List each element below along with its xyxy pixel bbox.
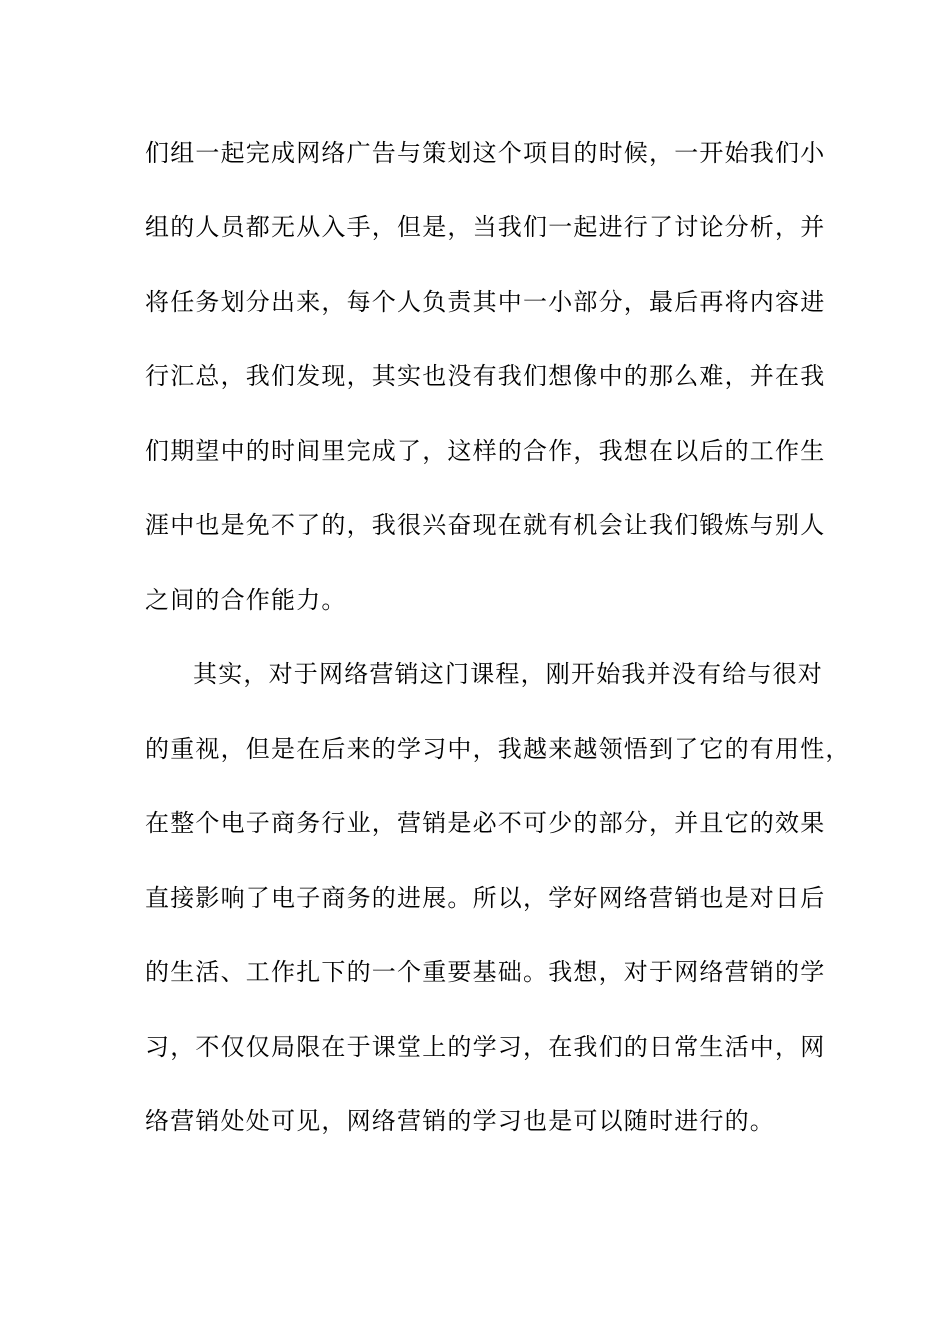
text-line: 络营销处处可见，网络营销的学习也是可以随时进行的。 — [145, 1107, 775, 1135]
text-line: 涯中也是免不了的，我很兴奋现在就有机会让我们锻炼与别人 — [145, 511, 826, 539]
text-line: 的生活、工作扎下的一个重要基础。我想，对于网络营销的学 — [145, 958, 826, 986]
text-line: 们期望中的时间里完成了，这样的合作，我想在以后的工作生 — [145, 437, 826, 465]
text-line: 将任务划分出来，每个人负责其中一小部分，最后再将内容进 — [145, 288, 826, 316]
text-line: 们组一起完成网络广告与策划这个项目的时候，一开始我们小 — [145, 139, 826, 167]
text-line: 组的人员都无从入手，但是，当我们一起进行了讨论分析，并 — [145, 213, 826, 241]
text-line: 其实，对于网络营销这门课程，刚开始我并没有给与很对 — [193, 660, 823, 688]
text-line: 的重视，但是在后来的学习中，我越来越领悟到了它的有用性， — [145, 735, 851, 763]
text-line: 习，不仅仅局限在于课堂上的学习，在我们的日常生活中，网 — [145, 1033, 826, 1061]
text-line: 直接影响了电子商务的进展。所以，学好网络营销也是对日后 — [145, 884, 826, 912]
text-line: 之间的合作能力。 — [145, 586, 347, 614]
text-line: 在整个电子商务行业，营销是必不可少的部分，并且它的效果 — [145, 809, 826, 837]
text-line: 行汇总，我们发现，其实也没有我们想像中的那么难，并在我 — [145, 362, 826, 390]
